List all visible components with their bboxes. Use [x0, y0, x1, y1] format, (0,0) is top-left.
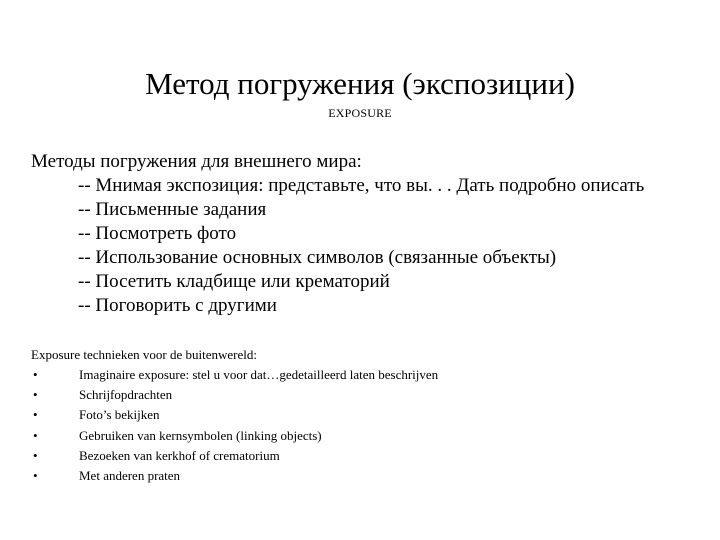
dash-marker: --: [78, 247, 96, 268]
russian-list: [31, 174, 711, 318]
list-item: [31, 466, 711, 486]
russian-section: [31, 150, 711, 318]
bullet-icon: •: [33, 407, 38, 423]
list-item: [31, 365, 711, 385]
list-item-text: Gebruiken van kernsymbolen (linking objects): [79, 427, 322, 443]
dash-marker: --: [78, 199, 96, 220]
list-item-text: Мнимая экспозиция: представьте, что вы. . . Дать подробно описать: [95, 175, 645, 196]
dash-marker: --: [78, 175, 96, 196]
list-item: [78, 270, 711, 294]
dash-marker: --: [78, 295, 96, 316]
list-item-text: Imaginaire exposure: stel u voor dat…gedetailleerd laten beschrijven: [79, 367, 439, 382]
list-item: [78, 174, 711, 198]
list-item-text: Письменные задания: [95, 199, 267, 220]
bullet-icon: •: [33, 367, 38, 382]
dutch-heading: Exposure technieken voor de buitenwereld:: [31, 347, 257, 362]
dash-marker: --: [78, 223, 96, 244]
bullet-icon: •: [33, 468, 38, 484]
list-item: [78, 246, 711, 270]
list-item-text: Bezoeken van kerkhof of crematorium: [79, 447, 280, 463]
list-item: [31, 446, 711, 466]
list-item-text: Met anderen praten: [79, 468, 181, 484]
bullet-icon: •: [33, 447, 38, 463]
dash-marker: --: [78, 271, 96, 292]
list-item-text: Посетить кладбище или крематорий: [95, 271, 390, 292]
list-item-text: Посмотреть фото: [95, 223, 237, 244]
bullet-icon: •: [33, 387, 38, 403]
list-item-text: Foto’s bekijken: [79, 407, 160, 423]
list-item: [31, 385, 711, 405]
list-item: [78, 198, 711, 222]
dutch-list: [31, 365, 711, 486]
list-item-text: Schrijfopdrachten: [79, 387, 173, 403]
list-item: [78, 222, 711, 246]
slide-title: Метод погружения (экспозиции): [145, 66, 575, 101]
slide-subtitle: EXPOSURE: [328, 106, 392, 120]
dutch-section: [31, 345, 711, 486]
list-item-text: Поговорить с другими: [95, 295, 277, 316]
list-item-text: Использование основных символов (связанные объекты): [95, 247, 557, 268]
bullet-icon: •: [33, 427, 38, 443]
list-item: [31, 405, 711, 425]
list-item: [78, 294, 711, 318]
russian-heading: Методы погружения для внешнего мира:: [31, 151, 362, 172]
list-item: [31, 426, 711, 446]
